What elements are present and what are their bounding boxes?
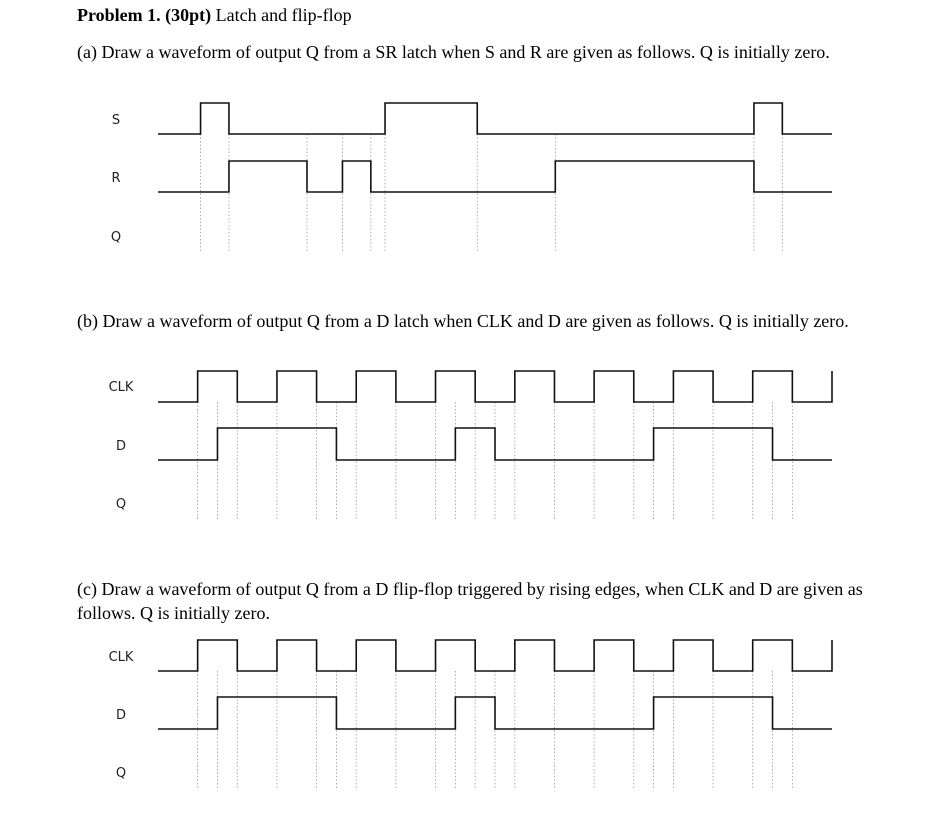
part-b-prompt: (b) Draw a waveform of output Q from a D latch when CLK and D are given as follows. Q is initially zero. <box>77 311 849 331</box>
part-b-waveforms <box>109 371 832 520</box>
part-c-prompt: (c) Draw a waveform of output Q from a D flip-flop triggered by rising edges, when CLK and D are given as follows. Q is initially zero. <box>77 579 863 623</box>
signal-label-q: Q <box>110 230 122 245</box>
signal-label-r: R <box>111 171 121 186</box>
wave-s <box>158 103 832 134</box>
signal-label-d: D <box>115 439 127 454</box>
problem-number: Problem 1. <box>77 5 161 25</box>
signal-label-d: D <box>115 708 127 723</box>
signal-label-clk: CLK <box>108 650 134 665</box>
wave-clk <box>158 640 832 671</box>
part-c-waveforms <box>109 640 832 789</box>
signal-label-q: Q <box>115 497 127 512</box>
part-a-prompt: (a) Draw a waveform of output Q from a SR latch when S and R are given as follows. Q is initially zero. <box>77 42 830 62</box>
problem-points: (30pt) <box>165 5 212 25</box>
signal-label-s: S <box>111 113 121 128</box>
signal-label-clk: CLK <box>108 380 134 395</box>
problem-title: Latch and flip-flop <box>215 5 352 25</box>
signal-label-q: Q <box>115 766 127 781</box>
wave-d <box>158 697 832 729</box>
wave-clk <box>158 371 832 402</box>
wave-d <box>158 428 832 460</box>
part-a-waveforms <box>111 103 832 252</box>
wave-r <box>158 161 832 192</box>
